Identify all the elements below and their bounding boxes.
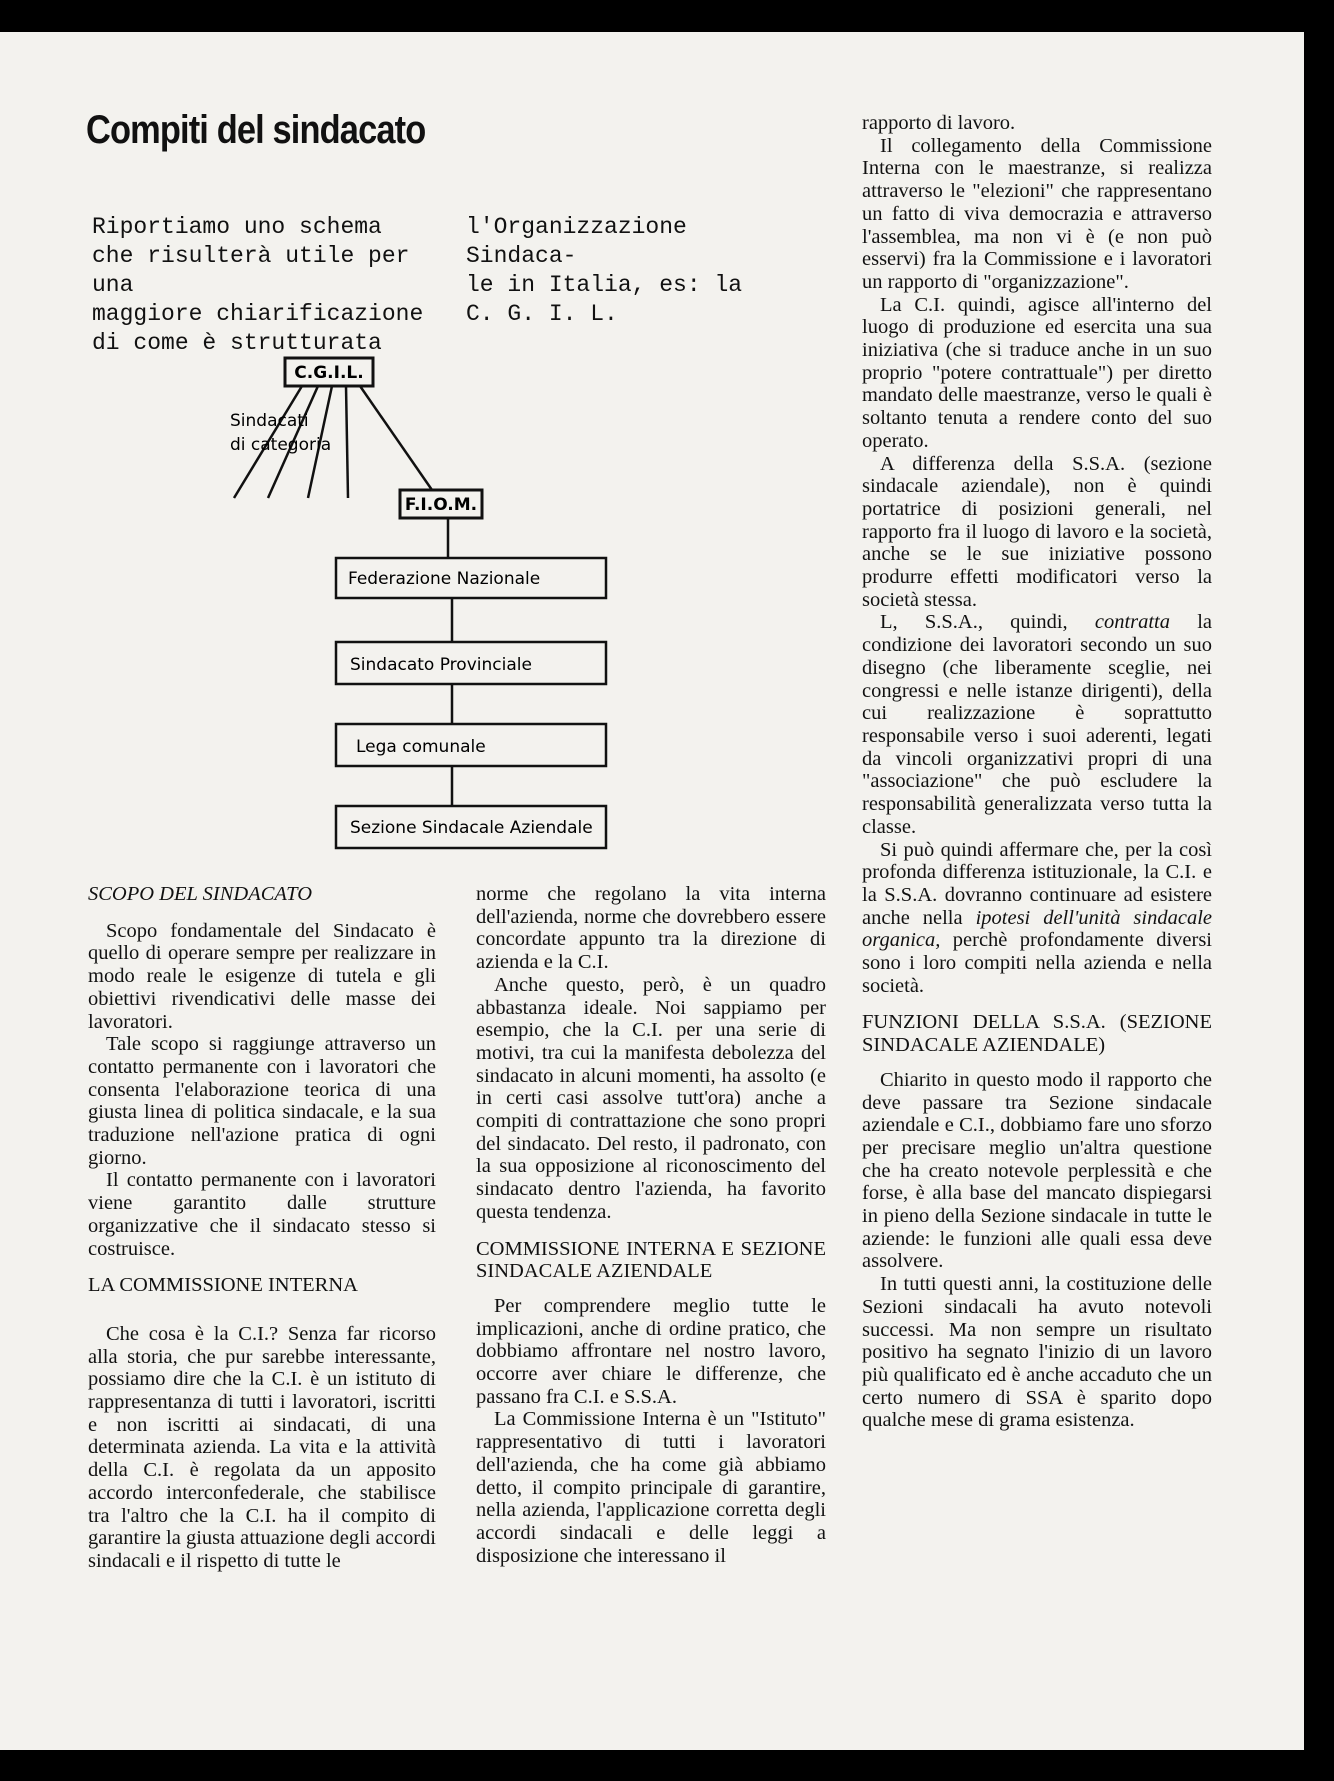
intro-right [466,213,806,329]
text-run: L, S.S.A., quindi, [880,611,1068,634]
paragraph: Scopo fondamentale del Sindacato è quello di operare sempre per realizzare in modo reale le esigenze di tutela e gli obiettivi rivendicativi delle masse dei lavoratori. [88,919,436,1033]
paragraph: rapporto di lavoro. [862,112,1016,134]
text-run: la condizione dei lavoratori secondo un suo disegno (che liberamente sceglie, nei congressi e nelle istanze dirigenti), della cui realizzazione è soprattutto responsabile verso i suoi aderenti, legati da vincoli organizzativi propri di una "associazione" che può escludere la responsabilità generalizzata verso tutta la classe. [862,611,1212,838]
text-run: Si può quindi affermare che, per la così profonda differenza istituzionale, la C.I. e la S.S.A. dovranno continuare ad esistere anche nella [862,838,1212,929]
column-3 [862,112,1212,1432]
paragraph: Il contatto permanente con i lavoratori viene garantito dalle strutture organizzative che il sindacato stesso si costruisce. [88,1169,436,1260]
column-1 [88,883,436,1573]
heading-commissione-sezione: COMMISSIONE INTERNA E SEZIONE SINDACALE AZIENDALE [476,1237,826,1283]
paragraph: In tutti questi anni, la costituzione delle Sezioni sindacali ha avuto notevoli successi. Ma non sempre un risultato positivo ha segnato l'inizio di un lavoro più qualificato ed è anche accaduto che un certo numero di SSA è sparito dopo qualche mese di grama esistenza. [862,1273,1212,1432]
branch-label-sindacati: Sindacati [230,411,309,431]
branch-line [360,386,432,490]
page-title: Compiti del sindacato [86,108,426,152]
paragraph [862,839,1212,998]
intro-line: maggiore chiarificazione [92,301,424,327]
paragraph: Che cosa è la C.I.? Senza far ricorso alla storia, che pur sarebbe interessante, possiamo dire che la C.I. è un istituto di rappresentanza di tutti i lavoratori, iscritti e non iscritti ai sindacati, di una determinata azienda. La vita e la attività della C.I. è regolata da un apposito accordo interconfederale, che stabilisce tra l'altro che la C.I. ha il compito di garantire la giusta attuazione degli accordi sindacali e il rispetto di tutte le [88,1322,436,1572]
column-2 [476,883,826,1567]
text-run: perchè profondamente diversi sono i loro compiti nella azienda e nella società. [862,929,1213,997]
lega-label: Lega comunale [356,737,486,757]
intro-line: l'Organizzazione Sindaca- [466,214,687,269]
sezione-label: Sezione Sindacale Aziendale [350,818,593,838]
paragraph: Tale scopo si raggiunge attraverso un contatto permanente con i lavoratori che consenta l'elaborazione teorica di una giusta linea di politica sindacale, e la sua traduzione nell'azione pratica di ogni giorno. [88,1033,436,1169]
federazione-label: Federazione Nazionale [348,569,541,589]
heading-commissione-interna: LA COMMISSIONE INTERNA [88,1274,358,1297]
branch-label-categoria: di categoria [230,435,332,455]
emphasis: contratta [1094,611,1171,634]
paragraph: La C.I. quindi, agisce all'interno del luogo di produzione ed esercita una sua iniziativa (che si traduce anche in un suo proprio "potere contrattuale") per diretto mandato delle maestranze, verso le quali è soltanto tenuta a rendere conto del suo operato. [862,293,1212,452]
heading-funzioni-ssa: FUNZIONI DELLA S.S.A. (SEZIONE SINDACALE AZIENDALE) [862,1011,1212,1057]
intro-line: di come è strutturata [92,330,382,356]
emphasis: ipotesi dell'unità sindacale organica, [862,906,1213,952]
paragraph: norme che regolano la vita interna dell'azienda, norme che dovrebbero essere concordate appunto tra la direzione di azienda e la C.I. [476,883,826,974]
intro-left [92,213,432,358]
intro-line: che risulterà utile per una [92,243,410,298]
cgil-structure-diagram [220,350,620,855]
paragraph: La Commissione Interna è un "Istituto" rappresentativo di tutti i lavoratori dell'azienda, che ha come già abbiamo detto, il compito principale di garantire, nella azienda, l'applicazione corretta degli accordi sindacali e delle leggi a disposizione che interessano il [476,1408,826,1567]
paragraph: Anche questo, però, è un quadro abbastanza ideale. Noi sappiamo per esempio, che la C.I. per una serie di motivi, tra cui la manifesta debolezza del sindacato in alcuni momenti, ha assolto (e in certi casi assolve tutt'ora) anche a compiti di contrattazione che sono propri del sindacato. Del resto, il padronato, con la sua opposizione al riconoscimento del sindacato dentro l'azienda, ha favorito questa tendenza. [476,973,826,1223]
paragraph: A differenza della S.S.A. (sezione sindacale aziendale), non è quindi portatrice di posizioni generali, nel rapporto fra il luogo di lavoro e la società, anche se le sue iniziative possono produrre effetti modificatori verso la società stessa. [862,452,1212,611]
intro-line: C. G. I. L. [466,301,618,327]
paragraph: Chiarito in questo modo il rapporto che deve passare tra Sezione sindacale aziendale e C.I., dobbiamo fare uno sforzo per precisare meglio un'altra questione che ha creato notevole perplessità e che forse, è alla base del mancato dispiegarsi in pieno della Sezione sindacale in tutte le aziende: le funzioni alle quali essa deve assolvere. [862,1068,1212,1273]
cgil-box-label: C.G.I.L. [294,363,364,383]
branch-line [346,386,348,498]
paragraph: Il collegamento della Commissione Interna con le maestranze, si realizza attraverso le "elezioni" che rappresentano un fatto di viva democrazia e attraverso l'assemblea, ma non vi è (e non può esservi) fra la Commissione e i lavoratori un rapporto di "organizzazione". [862,134,1212,293]
fiom-box-label: F.I.O.M. [404,495,478,515]
intro-line: le in Italia, es: la [466,272,743,298]
heading-scopo: SCOPO DEL SINDACATO [88,883,313,905]
page-edge [1304,32,1334,1750]
provinciale-label: Sindacato Provinciale [350,655,532,675]
paragraph: Per comprendere meglio tutte le implicazioni, anche di ordine pratico, che dobbiamo affrontare nel nostro lavoro, occorre aver chiare le differenze, che passano fra C.I. e S.S.A. [476,1294,826,1408]
paragraph [862,611,1212,838]
intro-line: Riportiamo uno schema [92,214,382,240]
